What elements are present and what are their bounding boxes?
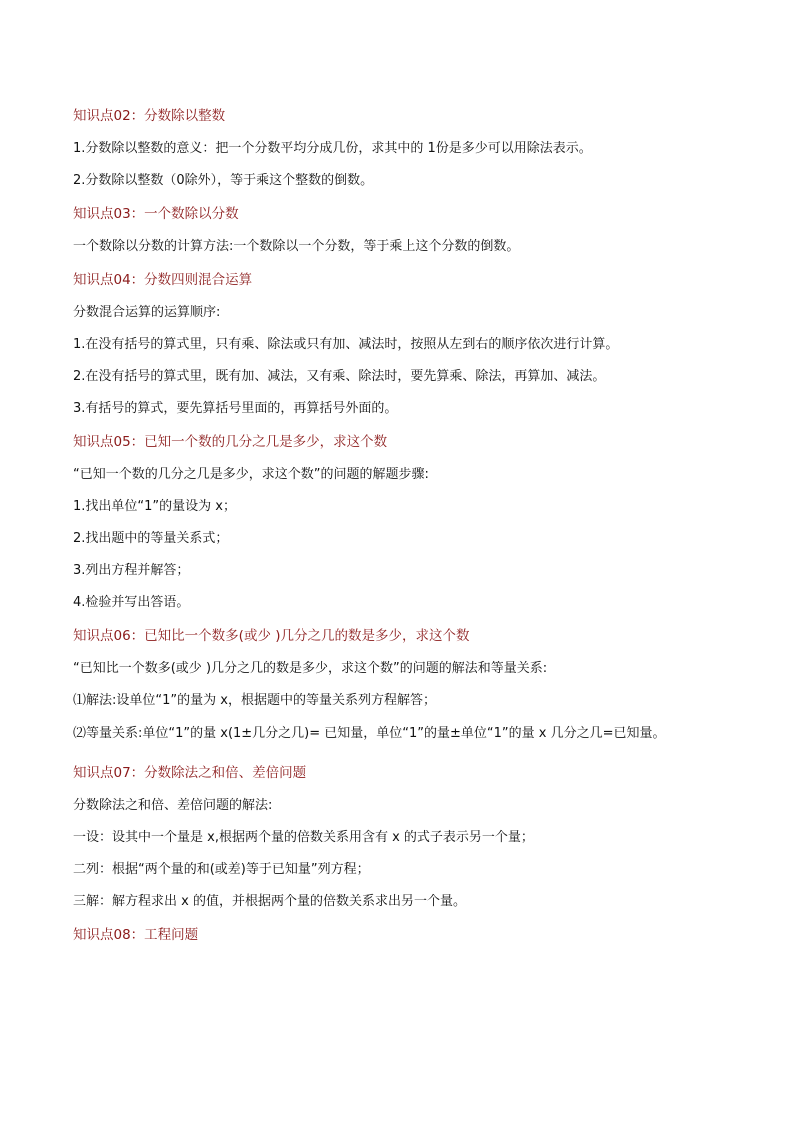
section-heading: 知识点02：分数除以整数 (73, 108, 226, 124)
section-heading: 知识点08：工程问题 (73, 927, 199, 943)
section-heading: 知识点05：已知一个数的几分之几是多少，求这个数 (73, 434, 388, 450)
text-line: 分数混合运算的运算顺序: (73, 305, 221, 320)
text-line: 3.有括号的算式，要先算括号里面的，再算括号外面的。 (73, 401, 398, 416)
section-06 (73, 626, 723, 750)
text-line: 2.在没有括号的算式里，既有加、减法，又有乘、除法时，要先算乘、除法，再算加、减法。 (73, 369, 606, 384)
text-line: 一个数除以分数的计算方法:一个数除以一个分数，等于乘上这个分数的倒数。 (73, 239, 520, 254)
text-line: 3.列出方程并解答； (73, 563, 190, 578)
text-line: 分数除法之和倍、差倍问题的解法: (73, 798, 273, 813)
section-heading: 知识点04：分数四则混合运算 (73, 272, 253, 288)
text-line: 1.分数除以整数的意义：把一个分数平均分成几份，求其中的 1份是多少可以用除法表示。 (73, 141, 592, 156)
section-03 (73, 204, 723, 257)
section-05 (73, 432, 723, 613)
text-line: 4.检验并写出答语。 (73, 595, 190, 610)
text-line: ⑵等量关系:单位“1”的量 x(1±几分之几)= 已知量，单位“1”的量±单位“1”的量 x 几分之几=已知量。 (73, 726, 666, 741)
text-line: 一设：设其中一个量是 x,根据两个量的倍数关系用含有 x 的式子表示另一个量； (73, 830, 534, 845)
text-line: 二列：根据“两个量的和(或差)等于已知量”列方程； (73, 862, 370, 877)
document-page (73, 106, 723, 945)
section-02 (73, 106, 723, 191)
text-line: “已知一个数的几分之几是多少，求这个数”的问题的解题步骤: (73, 467, 429, 482)
text-line: ⑴解法:设单位“1”的量为 x，根据题中的等量关系列方程解答； (73, 693, 436, 708)
text-line: 2.分数除以整数（0除外），等于乘这个整数的倒数。 (73, 173, 374, 188)
section-07 (73, 763, 723, 912)
section-heading: 知识点06：已知比一个数多(或少 )几分之几的数是多少，求这个数 (73, 628, 470, 644)
text-line: 三解：解方程求出 x 的值，并根据两个量的倍数关系求出另一个量。 (73, 894, 466, 909)
section-heading: 知识点07：分数除法之和倍、差倍问题 (73, 765, 307, 781)
text-line: 2.找出题中的等量关系式； (73, 531, 229, 546)
text-line: 1.在没有括号的算式里，只有乘、除法或只有加、减法时，按照从左到右的顺序依次进行计算。 (73, 337, 619, 352)
text-line: 1.找出单位“1”的量设为 x； (73, 499, 236, 514)
section-04 (73, 270, 723, 419)
section-08 (73, 925, 723, 945)
text-line: “已知比一个数多(或少 )几分之几的数是多少，求这个数”的问题的解法和等量关系: (73, 661, 548, 676)
section-heading: 知识点03：一个数除以分数 (73, 206, 239, 222)
